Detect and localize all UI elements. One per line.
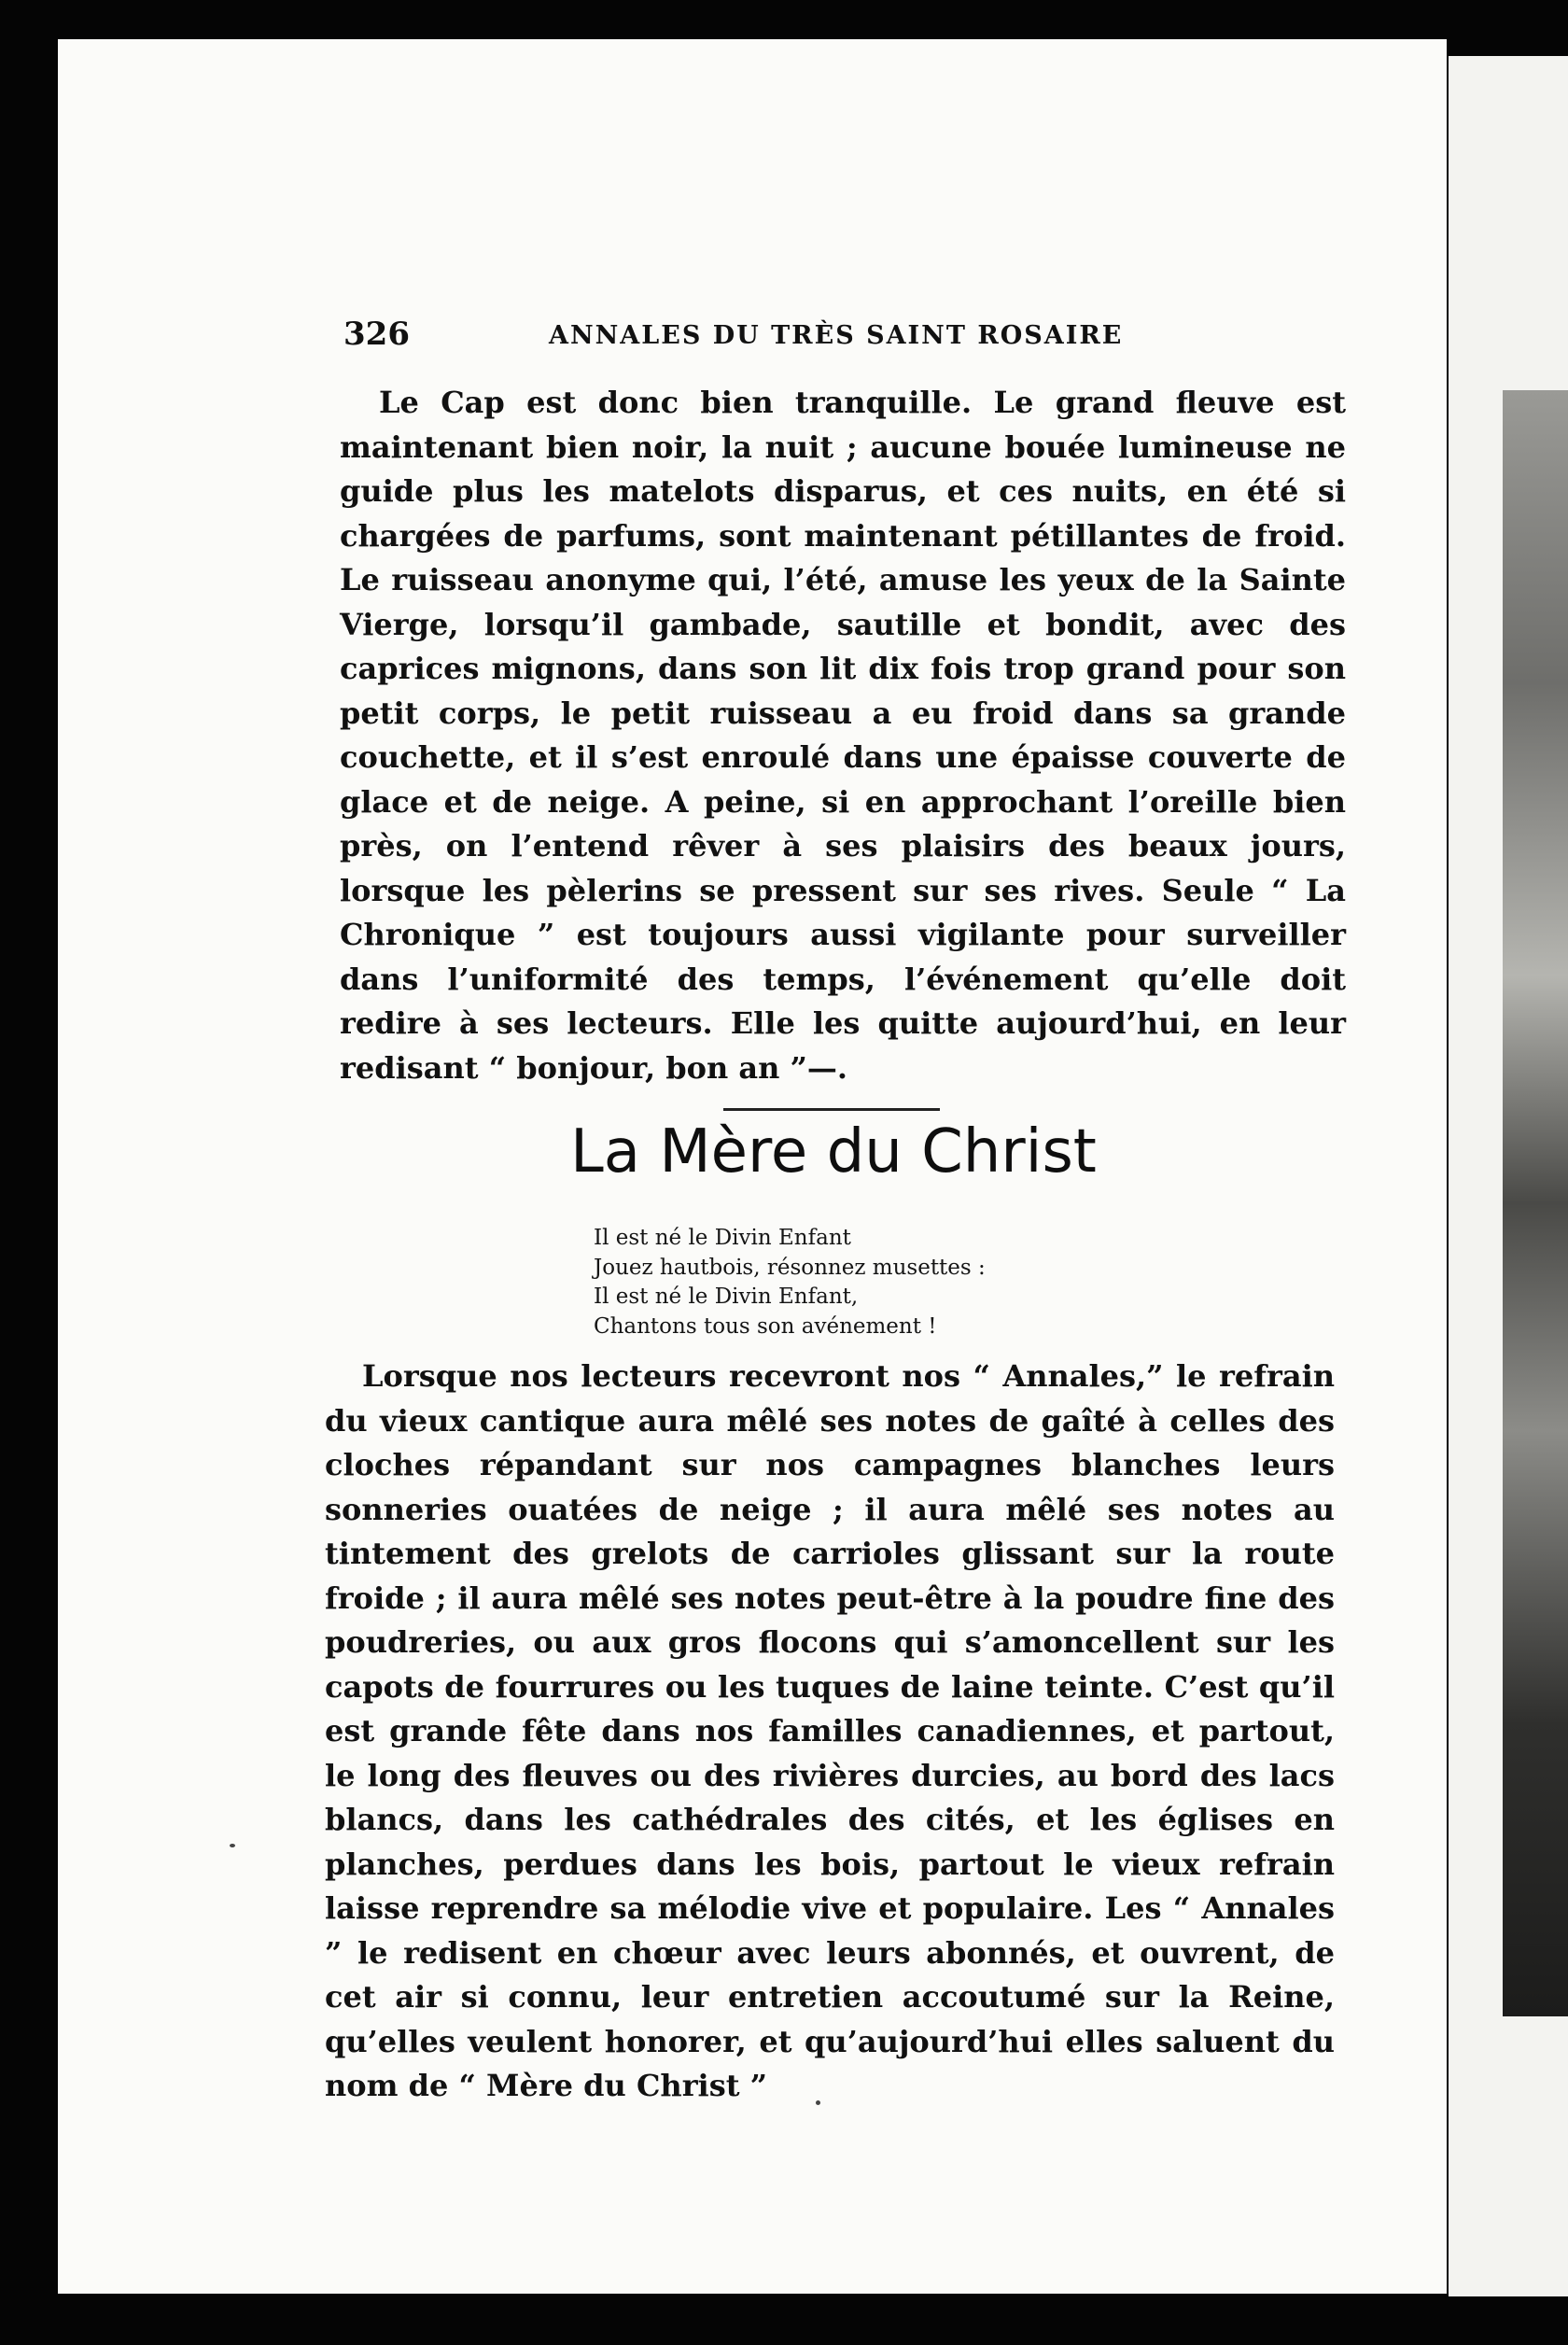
article-paragraph: Lorsque nos lecteurs recevront nos “ Annales,” le refrain du vieux cantique aura mêlé ses notes de gaîté à celles des cloches répandant sur nos campagnes blanches leurs sonneries ouatées de neige ; il aura mêlé ses notes au tintement des grelots de carrioles glissant sur la route froide ; il aura mêlé ses notes peut-être à la poudre fine des poudreries, ou aux gros flocons qui s’amoncellent sur les capots de fourrures ou les tuques de laine teinte. C’est qu’il est grande fête dans nos familles canadiennes, et partout, le long des fleuves ou des rivières durcies, au bord des lacs blancs, dans les cathédrales des cités, et les églises en planches, perdues dans les bois, partout le vieux refrain laisse reprendre sa mélodie vive et populaire. Les “ Annales ” le redisent en chœur avec leurs abonnés, et ouvrent, de cet air si connu, leur entretien accoutumé sur la Reine, qu’elles veulent honorer, et qu’aujourd’hui elles saluent du nom de “ Mère du Christ ”	[325, 1358, 1335, 2103]
chronicle-paragraph: Le Cap est donc bien tranquille. Le grand fleuve est maintenant bien noir, la nuit ; aucune bouée lumineuse ne guide plus les matelots disparus, et ces nuits, en été si chargées de parfums, sont maintenant pétillantes de froid. Le ruisseau anonyme qui, l’été, amuse les yeux de la Sainte Vierge, lorsqu’il gambade, sautille et bondit, avec des caprices mignons, dans son lit dix fois trop grand pour son petit corps, le petit ruisseau a eu froid dans sa grande couchette, et il s’est enroulé dans une épaisse couverte de glace et de neige. A peine, si en approchant l’oreille bien près, on l’entend rêver à ses plaisirs des beaux jours, lorsque les pèlerins se pressent sur ses rives. Seule “ La Chronique ” est toujours aussi vigilante pour surveiller dans l’uniformité des temps, l’événement qu’elle doit redire à ses lecteurs. Elle les quitte aujourd’hui, en leur redisant “ bonjour, bon an ”—.	[340, 385, 1346, 1086]
page-number: 326	[343, 316, 410, 353]
verse-line: Il est né le Divin Enfant,	[594, 1285, 859, 1309]
article-title: La Mère du Christ	[570, 1117, 1097, 1187]
epigraph-verse	[594, 1224, 1116, 1341]
verse-line: Il est né le Divin Enfant	[594, 1226, 851, 1250]
page-header	[343, 316, 1146, 362]
verse-line: Jouez hautbois, résonnez musettes :	[594, 1255, 986, 1280]
scan-speck	[816, 2100, 820, 2105]
scan-speck	[230, 1844, 235, 1847]
verse-line: Chantons tous son avénement !	[594, 1313, 937, 1339]
running-title: ANNALES DU TRÈS SAINT ROSAIRE	[549, 321, 1124, 350]
section-divider	[723, 1108, 940, 1111]
adjacent-page-photograph	[1503, 390, 1568, 2016]
